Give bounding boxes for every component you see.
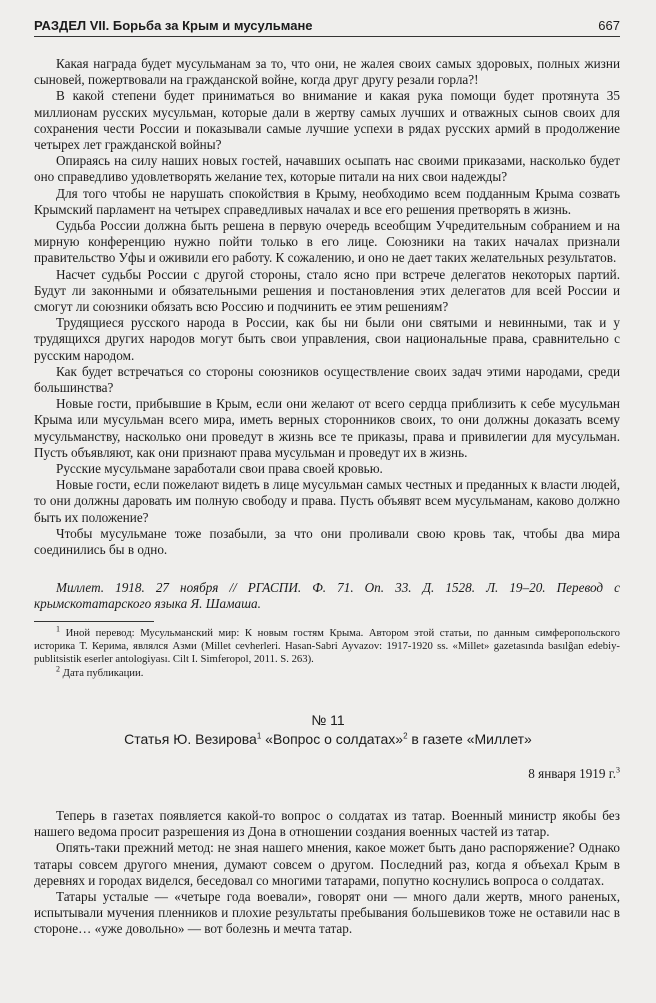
page-number: 667 — [598, 18, 620, 33]
footnote-text: Иной перевод: Мусульманский мир: К новым гостям Крыма. Автором этой статьи, по данным симферопольского историка Т. Керима, являлся Азми (Millet cevherleri. Hasan-Sabri Ayvazov: 1917-1920 ss. «Millet» gazetasında basılğan edebiy-publitsistik eserler antologiyası. Cilt I. Simferopol, 2011. S. 263). — [34, 627, 620, 666]
footnote-rule — [34, 621, 154, 622]
footnote-mark: 1 — [56, 624, 60, 634]
footnotes — [34, 624, 620, 680]
paragraph: Теперь в газетах появляется какой-то вопрос о солдатах из татар. Военный министр якобы без нашего ведома просит разрешения из Дона в отношении создания военных частей из татар. — [34, 808, 620, 840]
paragraph: Русские мусульмане заработали свои права своей кровью. — [56, 461, 383, 477]
paragraph: Опираясь на силу наших новых гостей, начавших осыпать нас своими приказами, насколько будет оно справедливо удовлетворять желание тех, которые питали на них свои надежды? — [34, 153, 620, 185]
article-body-top — [34, 56, 620, 558]
paragraph: Чтобы мусульмане тоже позабыли, за что они проливали свою кровь так, чтобы два мира соединились бы в одно. — [34, 525, 620, 558]
paragraph: Для того чтобы не нарушать спокойствия в Крыму, необходимо всем подданным Крыма созвать Крымский парламент на четырех справедливых началах и все его решения претворять в жизнь. — [34, 185, 620, 217]
paragraph: Какая награда будет мусульманам за то, что они, не жалея своих самых здоровых, полных жизни сыновей, пожертвовали на гражданской войне, когда друг другу резали горла?! — [34, 56, 620, 88]
title-part: в газете «Миллет» — [407, 731, 532, 747]
paragraph: В какой степени будет приниматься во внимание и какая рука помощи будет протянута 35 миллионам русских мусульман, которые дали в жертву самых лучших и отважных сынов своих для сохранения чести России и показывали самые лучшие успехи в рядах русских армий в продолжение четырех лет гражданской войны? — [34, 88, 620, 153]
source-citation: Миллет. 1918. 27 ноября // РГАСПИ. Ф. 71. Оп. 33. Д. 1528. Л. 19–20. Перевод с крымскотатарского языка Я. Шамаша. — [34, 580, 620, 612]
paragraph: Новые гости, если пожелают видеть в лице мусульман самых честных и преданных к власти людей, то они должны даровать им полную свободу и права. Пусть объявят всем мусульманам, каково должно быть их положение? — [34, 477, 620, 525]
paragraph: Опять-таки прежний метод: не зная нашего мнения, какое может быть дано распоряжение? Однако татары совсем другого мнения, думают совсем о другом. Последний раз, когда я объехал Крым в деревнях и городах виделся, беседовал со многими татарами, попутно коснулись вопроса о солдатах. — [34, 840, 620, 888]
title-note-mark: 2 — [403, 731, 408, 741]
footnote — [34, 624, 620, 667]
date-note-mark: 3 — [616, 765, 620, 775]
paragraph: Татары усталые — «четыре года воевали», говорят они — много дали жертв, много раненых, испытывали мучения пленников и плохие результаты пребывания большевиков тоже не оставили нас в стороне… «уже довольно» — вот болезнь и мечта татар. — [34, 889, 620, 937]
date-text: 8 января 1919 г. — [528, 766, 616, 781]
paragraph: Судьба России должна быть решена в первую очередь всеобщим Учредительным собранием и на мирную конференцию нужно пойти только в его лице. Союзники на таких началах признали правительство Уфы и оживили его работу. К сожалению, и оно не дает таких желательных результатов. — [34, 218, 620, 266]
paragraph: Новые гости, прибывшие в Крым, если они желают от всего сердца приблизить к себе мусульман Крыма или мусульман всего мира, иметь верных сторонников своих, то они должны доказать всему мусульманству, насколько они проведут в жизнь все те приказы, права и привилегии для мусульман. Пусть объявляют, как они признают права мусульман и проведут их в жизнь. — [34, 396, 620, 460]
document-date — [528, 766, 620, 782]
footnote — [34, 664, 620, 680]
running-header — [34, 18, 620, 37]
title-note-mark: 1 — [256, 731, 262, 741]
footnote-mark: 2 — [56, 664, 60, 674]
document-number: № 11 — [311, 712, 345, 728]
paragraph: Насчет судьбы России с другой стороны, стало ясно при встрече делегатов некоторых партий. Будут ли законными и обязательными решения и постановления этих делегатов для всей России и смогут ли союзники обязать всю Россию и подчинить ее этим решениям? — [34, 266, 620, 315]
paragraph: Трудящиеся русского народа в России, как бы ни были они святыми и невинными, так и у трудящихся других народов могут быть свои управления, свои национальные права, сравнительно с русским народом. — [34, 315, 620, 363]
title-part: «Вопрос о солдатах» — [261, 731, 404, 747]
section-title: РАЗДЕЛ VII. Борьба за Крым и мусульмане — [34, 18, 313, 33]
title-part: Статья Ю. Везирова — [124, 731, 257, 747]
footnote-text: Дата публикации. — [62, 666, 144, 679]
article-body-bottom — [34, 808, 620, 938]
document-title — [0, 731, 656, 747]
paragraph: Как будет встречаться со стороны союзников осуществление своих задач этими народами, среди большинства? — [34, 363, 620, 396]
